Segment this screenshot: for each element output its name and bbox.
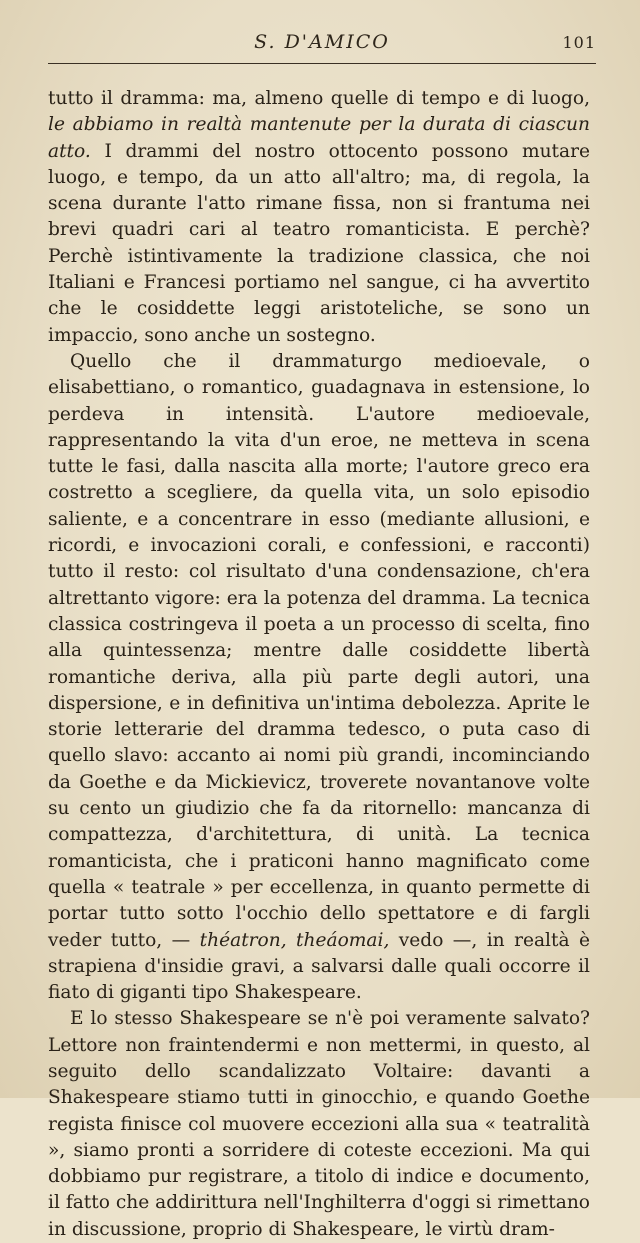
paragraph-2-text-c: vedo —, in realtà è strapiena d'insidie gravi, a salvarsi dalle quali occorre il fiato di giganti tipo Shakespeare. [48, 929, 590, 1004]
paragraph-1 [48, 86, 590, 349]
paragraph-3: E lo stesso Shakespeare se n'è poi veramente salvato? Lettore non fraintendermi e non mettermi, in questo, al seguito dello scandalizzato Voltaire: davanti a Shakespeare stiamo tutti in ginocchio, e quando Goethe regista finisce col muovere eccezioni alla sua « teatralità », siamo pronti a sorridere di coteste eccezioni. Ma qui dobbiamo pur registrare, a titolo di indice e documento, il fatto che addirittura nell'Inghilterra d'oggi si rimettano in discussione, proprio di Shakespeare, le virtù dram- [48, 1008, 590, 1240]
paragraph-2-text-a: Quello che il drammaturgo medioevale, o elisabettiano, o romantico, guadagnava in estensione, lo perdeva in intensità. L'autore medioevale, rappresentando la vita d'un eroe, ne metteva in scena tutte le fasi, dalla nascita alla morte; l'autore greco era costretto a scegliere, da quella vita, un solo episodio saliente, e a concentrare in esso (mediante allusioni, e ricordi, e invocazioni corali, e confessioni, e racconti) tutto il resto: col risultato d'una condensazione, ch'era altrettanto vigore: era la potenza del dramma. La tecnica classica costringeva il poeta a un processo di scelta, fino alla quintessenza; mentre dalle cosiddette libertà romantiche deriva, alla più parte degli autori, una dispersione, e in definitiva un'intima debolezza. Aprite le storie letterarie del dramma tedesco, o puta caso di quello slavo: accanto ai nomi più grandi, incominciando da Goethe e da Mickievicz, troverete novantanove volte su cento un giudizio che fa da ritornello: mancanza di compattezza, d'architettura, di unità. La tecnica romanticista, che i praticoni hanno magnificato come quella « teatrale » per eccellenza, in quanto permette di portar tutto sotto l'occhio dello spettatore e di fargli veder tutto, — [48, 350, 590, 951]
running-title: S. D'AMICO [254, 31, 390, 53]
header-rule [48, 63, 596, 64]
body-text [48, 86, 590, 1243]
paragraph-1-text-a: tutto il dramma: ma, almeno quelle di tempo e di luogo, [48, 88, 590, 109]
paragraph-2-italic: théatron, theáomai, [199, 929, 390, 951]
page-number: 101 [562, 33, 596, 52]
paragraph-1-italic: le abbiamo in realtà mantenute per la durata di ciascun atto. [48, 114, 590, 162]
page-header [48, 28, 596, 58]
paragraph-1-text-c: I drammi del nostro ottocento possono mutare luogo, e tempo, da un atto all'altro; ma, di regola, la scena durante l'atto rimane fissa, non si frantuma nei brevi quadri cari al teatro romanticista. E perchè? Perchè istintivamente la tradizione classica, che noi Italiani e Francesi portiamo nel sangue, ci ha avvertito che le cosiddette leggi aristoteliche, se sono un impaccio, sono anche un sostegno. [48, 140, 590, 346]
paragraph-2 [48, 349, 590, 1006]
